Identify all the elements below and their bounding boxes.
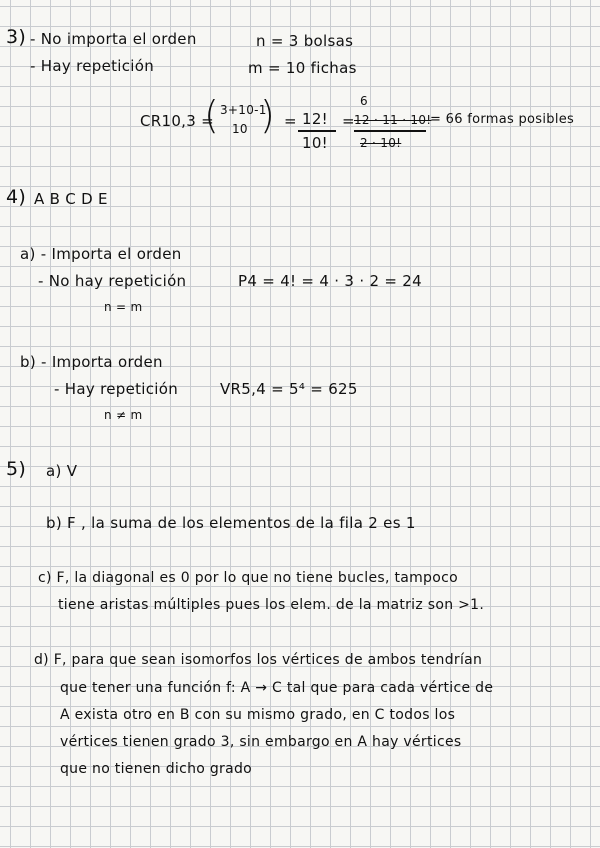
cr-formula-label: CR10,3 = (140, 112, 215, 130)
problem-4b-formula: VR5,4 = 5⁴ = 625 (220, 380, 358, 398)
problem-4a-label: a) - Importa el orden (20, 245, 182, 263)
problem-4b-repetition: - Hay repetición (54, 380, 179, 398)
problem-3-order-note: - No importa el orden (30, 30, 197, 48)
binomial-left-paren: ( (204, 93, 219, 137)
problem-3-n-value: n = 3 bolsas (256, 32, 354, 50)
fraction-1-denominator: 10! (302, 134, 329, 152)
problem-4b-label: b) - Importa orden (20, 353, 163, 371)
problem-4a-formula: P4 = 4! = 4 · 3 · 2 = 24 (238, 272, 422, 290)
problem-5a: a) V (46, 462, 78, 480)
problem-5c-line-2: tiene aristas múltiples pues los elem. de la matriz son >1. (58, 597, 485, 613)
fraction-2-bar (354, 130, 426, 132)
problem-3-m-value: m = 10 fichas (248, 59, 357, 77)
problem-5b: b) F , la suma de los elementos de la fila 2 es 1 (46, 514, 416, 532)
fraction-2-numerator: 12 · 11 · 10! (354, 113, 432, 127)
binomial-right-paren: ) (260, 93, 275, 137)
problem-5c-line-1: c) F, la diagonal es 0 por lo que no tiene bucles, tampoco (38, 570, 458, 586)
problem-4a-nm: n = m (104, 300, 143, 314)
equals-sign-2: = (342, 112, 355, 130)
problem-4-letters: A B C D E (34, 190, 108, 208)
binomial-bottom: 10 (232, 122, 248, 136)
fraction-1-bar (298, 130, 336, 132)
problem-5d-line-2: que tener una función f: A → C tal que para cada vértice de (60, 680, 494, 696)
fraction-2-simplified-top: 6 (360, 94, 368, 108)
problem-4b-nm: n ≠ m (104, 408, 143, 422)
problem-3-result: = 66 formas posibles (430, 112, 575, 127)
equals-sign-1: = (284, 112, 297, 130)
problem-4-number: 4) (6, 186, 27, 208)
problem-4a-repetition: - No hay repetición (38, 272, 187, 290)
problem-5d-line-4: vértices tienen grado 3, sin embargo en A hay vértices (60, 734, 462, 750)
problem-5d-line-3: A exista otro en B con su mismo grado, en C todos los (60, 707, 456, 723)
fraction-1-numerator: 12! (302, 110, 329, 128)
problem-5d-line-5: que no tienen dicho grado (60, 761, 253, 777)
problem-5d-line-1: d) F, para que sean isomorfos los vértices de ambos tendrían (34, 652, 483, 668)
problem-3-repetition-note: - Hay repetición (30, 57, 155, 75)
problem-3-number: 3) (6, 26, 27, 48)
binomial-top: 3+10-1 (220, 103, 267, 117)
fraction-2-denominator: 2 · 10! (360, 136, 402, 150)
problem-5-number: 5) (6, 458, 27, 480)
